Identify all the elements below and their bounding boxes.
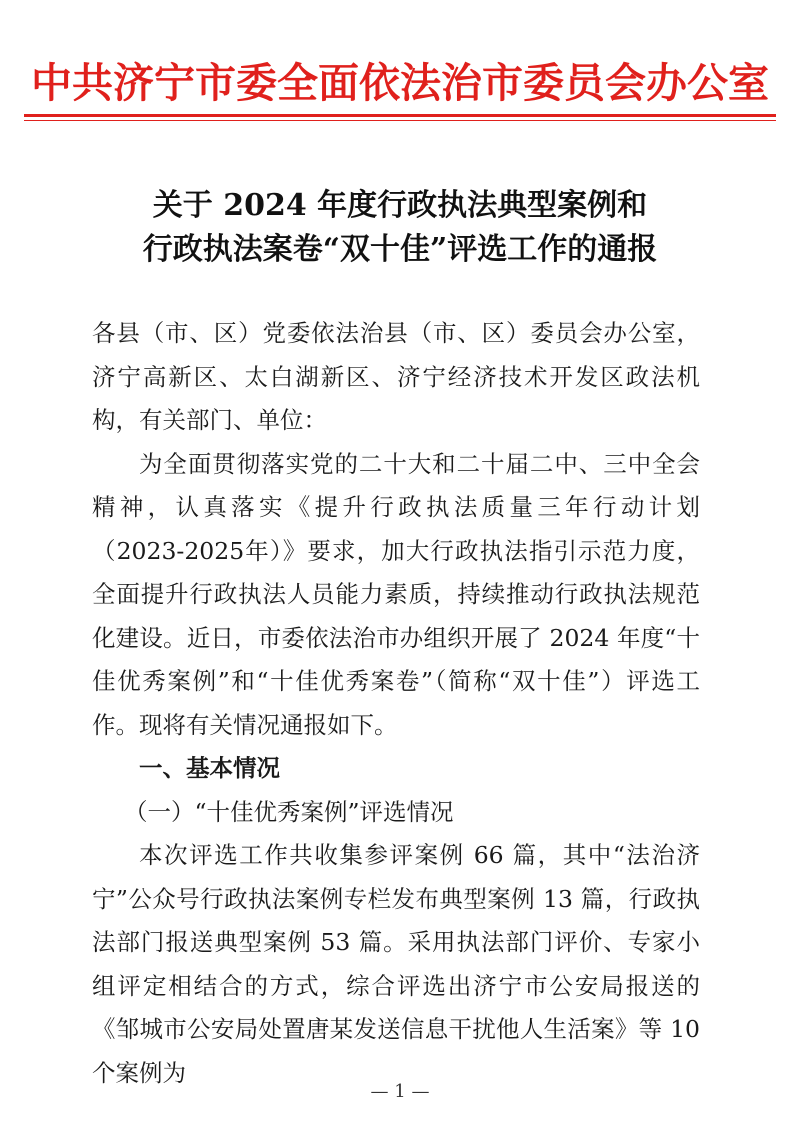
body-paragraph-1: 为全面贯彻落实党的二十大和二十届二中、三中全会精神，认真落实《提升行政执法质量三年行动计划（2023-2025年）》要求，加大行政执法指引示范力度，全面提升行政执法人员能力素质，持续推动行政执法规范化建设。近日，市委依法治市办组织开展了 2024 年度“十佳优秀案例”和“十佳优秀案卷”（简称“双十佳”）评选工作。现将有关情况通报如下。 bbox=[92, 449, 700, 739]
subsection-heading-1: （一）“十佳优秀案例”评选情况 bbox=[124, 797, 454, 826]
letterhead-rule-thin bbox=[24, 120, 776, 121]
salutation: 各县（市、区）党委依法治县（市、区）委员会办公室，济宁高新区、太白湖新区、济宁经济技术开发区政法机构，有关部门、单位： bbox=[92, 319, 700, 434]
issuing-office-name: 中共济宁市委全面依法治市委员会办公室 bbox=[31, 59, 769, 107]
title-line-1: 关于 2024 年度行政执法典型案例和 bbox=[152, 188, 648, 223]
section-heading-1: 一、基本情况 bbox=[139, 754, 280, 782]
page-number: — 1 — bbox=[370, 1081, 430, 1102]
letterhead-rule-thick bbox=[24, 114, 776, 117]
body-paragraph-2: 本次评选工作共收集参评案例 66 篇，其中“法治济宁”公众号行政执法案例专栏发布典型案例 13 篇，行政执法部门报送典型案例 53 篇。采用执法部门评价、专家小组评定相结合的方式，综合评选出济宁市公安局报送的《邹城市公安局处置唐某发送信息干扰他人生活案》等 10 个案例为 bbox=[92, 841, 700, 1087]
document-body bbox=[92, 312, 700, 1095]
title-line-2: 行政执法案卷“双十佳”评选工作的通报 bbox=[142, 232, 658, 267]
